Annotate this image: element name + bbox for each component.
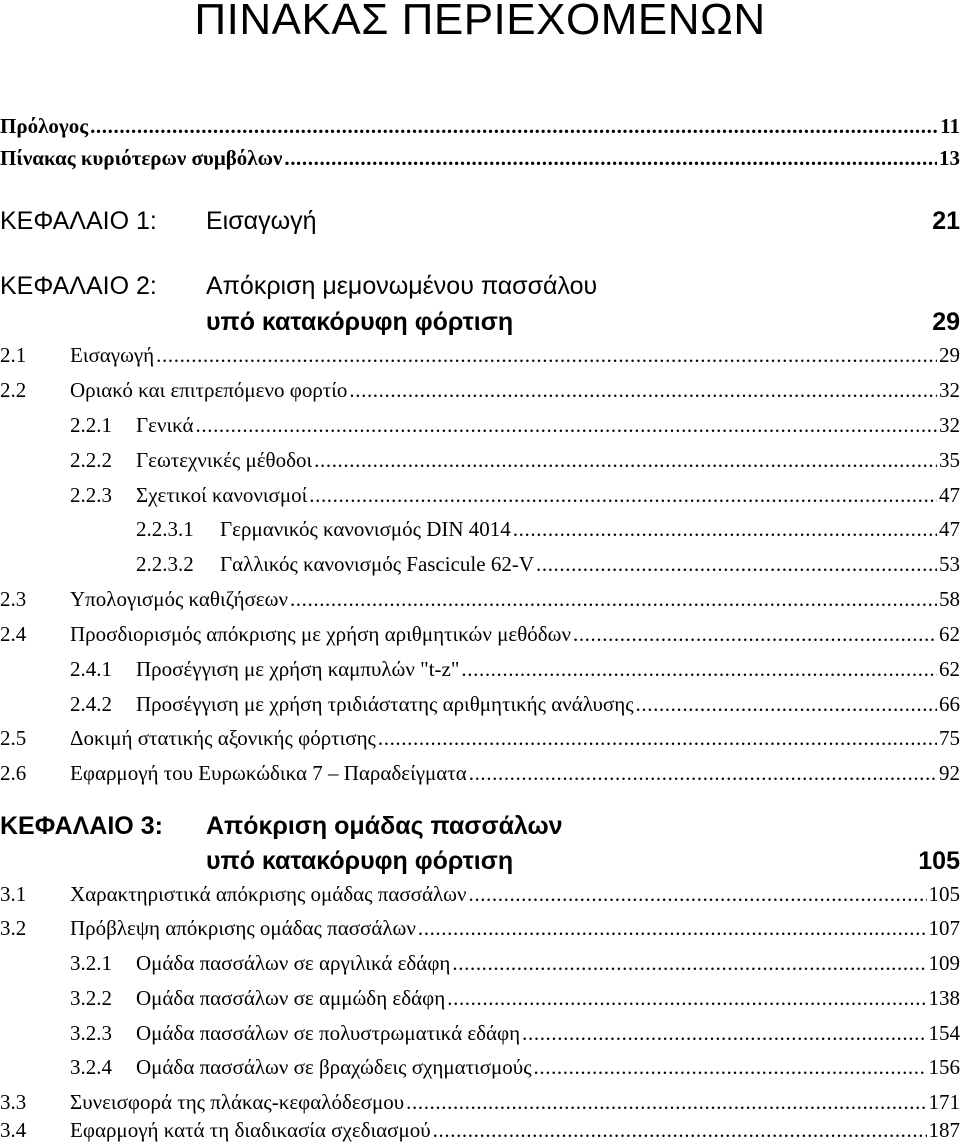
- toc-entry-label: Γεωτεχνικές μέθοδοι: [136, 448, 313, 472]
- toc-entry-number: 3.2.3: [70, 1021, 112, 1045]
- toc-entry-prologue[interactable]: [0, 110, 960, 142]
- chapter-page: 105: [918, 847, 960, 875]
- toc-entry-number: 2.2.1: [70, 413, 112, 437]
- toc-entry-page: 154: [928, 1021, 960, 1045]
- chapter-title: Εισαγωγή: [206, 207, 317, 235]
- leader-dots: [522, 1017, 926, 1049]
- toc-entry[interactable]: [0, 583, 960, 615]
- chapter-3-heading[interactable]: [0, 808, 960, 844]
- toc-entry-label: Προσέγγιση με χρήση τριδιάστατης αριθμητικής ανάλυσης: [136, 692, 634, 716]
- toc-entry-page: 92: [939, 761, 960, 785]
- toc-entry-page: 29: [939, 343, 960, 367]
- toc-entry-label: Εισαγωγή: [70, 343, 155, 367]
- toc-entry-number: 2.3: [0, 587, 27, 611]
- toc-entry-label: Εφαρμογή κατά τη διαδικασία σχεδιασμού: [70, 1118, 431, 1142]
- chapter-1-heading[interactable]: [0, 203, 960, 239]
- page-title: ΠΙΝΑΚΑΣ ΠΕΡΙΕΧΟΜΕΝΩΝ: [194, 0, 766, 44]
- toc-entry-label: Ομάδα πασσάλων σε αμμώδη εδάφη: [136, 986, 446, 1010]
- leader-dots: [349, 374, 937, 406]
- toc-entry-label: Ομάδα πασσάλων σε πολυστρωματικά εδάφη: [136, 1021, 521, 1045]
- leader-dots: [433, 1114, 927, 1146]
- toc-entry-label: Ομάδα πασσάλων σε αργιλικά εδάφη: [136, 951, 451, 975]
- toc-entry-label: Εφαρμογή του Ευρωκώδικα 7 – Παραδείγματα: [70, 761, 467, 785]
- toc-entry[interactable]: [0, 374, 960, 406]
- chapter-prefix: ΚΕΦΑΛΑΙΟ 2:: [0, 272, 157, 300]
- toc-entry-number: 2.5: [0, 726, 27, 750]
- toc-entry-label: Χαρακτηριστικά απόκρισης ομάδας πασσάλων: [70, 882, 467, 906]
- toc-entry-page: 66: [939, 692, 960, 716]
- leader-dots: [469, 757, 937, 789]
- toc-entry-page: 107: [928, 916, 960, 940]
- chapter-3-heading-line2[interactable]: [0, 843, 960, 879]
- toc-entry[interactable]: [0, 548, 960, 580]
- chapter-prefix: ΚΕΦΑΛΑΙΟ 3:: [0, 812, 163, 840]
- toc-entry[interactable]: [0, 653, 960, 685]
- chapter-2-heading[interactable]: [0, 268, 960, 304]
- toc-entry[interactable]: [0, 1051, 960, 1083]
- toc-entry-number: 2.2.3.1: [136, 517, 194, 541]
- toc-entry[interactable]: [0, 618, 960, 650]
- toc-entry-number: 3.2: [0, 916, 27, 940]
- toc-entry-number: 3.1: [0, 882, 27, 906]
- chapter-page: 21: [932, 207, 960, 235]
- toc-entry-page: 53: [939, 552, 960, 576]
- toc-entry[interactable]: [0, 1114, 960, 1146]
- toc-entry-number: 2.2: [0, 378, 27, 402]
- leader-dots: [447, 982, 926, 1014]
- toc-entry-page: 156: [928, 1055, 960, 1079]
- leader-dots: [461, 653, 937, 685]
- toc-entry-label: Γενικά: [136, 413, 194, 437]
- toc-entry-page: 62: [939, 657, 960, 681]
- toc-entry-page: 13: [939, 146, 960, 170]
- toc-entry-number: 3.2.1: [70, 951, 112, 975]
- toc-entry[interactable]: [0, 444, 960, 476]
- toc-entry-page: 75: [939, 726, 960, 750]
- toc-entry[interactable]: [0, 912, 960, 944]
- toc-entry[interactable]: [0, 757, 960, 789]
- toc-entry[interactable]: [0, 722, 960, 754]
- toc-entry-page: 187: [928, 1118, 960, 1142]
- toc-entry[interactable]: [0, 982, 960, 1014]
- toc-entry-page: 138: [928, 986, 960, 1010]
- leader-dots: [513, 513, 937, 545]
- leader-dots: [309, 479, 937, 511]
- leader-dots: [314, 444, 937, 476]
- toc-entry-number: 2.4.1: [70, 657, 112, 681]
- toc-entry-number: 2.1: [0, 343, 27, 367]
- toc-entry-label: Υπολογισμός καθιζήσεων: [70, 587, 288, 611]
- toc-entry-page: 62: [939, 622, 960, 646]
- toc-entry-label: Πρόβλεψη απόκρισης ομάδας πασσάλων: [70, 916, 416, 940]
- chapter-title-line2: υπό κατακόρυφη φόρτιση: [206, 308, 514, 336]
- leader-dots: [573, 618, 937, 650]
- toc-entry-label: Γαλλικός κανονισμός Fascicule 62-V: [220, 552, 534, 576]
- leader-dots: [452, 947, 926, 979]
- toc-entry-number: 3.2.2: [70, 986, 112, 1010]
- leader-dots: [469, 878, 927, 910]
- leader-dots: [378, 722, 937, 754]
- toc-entry-page: 58: [939, 587, 960, 611]
- toc-entry[interactable]: [0, 409, 960, 441]
- toc-entry[interactable]: [0, 947, 960, 979]
- toc-entry[interactable]: [0, 339, 960, 371]
- toc-entry-label: Προσδιορισμός απόκρισης με χρήση αριθμητικών μεθόδων: [70, 622, 571, 646]
- toc-entry-number: 2.4: [0, 622, 27, 646]
- leader-dots: [636, 688, 937, 720]
- toc-entry[interactable]: [0, 688, 960, 720]
- toc-entry-number: 2.6: [0, 761, 27, 785]
- chapter-title-line1: Απόκριση μεμονωμένου πασσάλου: [206, 272, 598, 300]
- chapter-title-line1: Απόκριση ομάδας πασσάλων: [206, 812, 563, 840]
- toc-entry-label: Σχετικοί κανονισμοί: [136, 483, 308, 507]
- toc-entry-number: 3.4: [0, 1118, 27, 1142]
- leader-dots: [418, 912, 927, 944]
- toc-entry-page: 32: [939, 413, 960, 437]
- toc-entry-page: 47: [939, 483, 960, 507]
- toc-entry-label: Πίνακας κυριότερων συμβόλων: [0, 146, 283, 170]
- leader-dots: [156, 339, 937, 371]
- toc-entry-number: 2.2.3.2: [136, 552, 194, 576]
- toc-entry-page: 171: [928, 1090, 960, 1114]
- toc-entry-page: 32: [939, 378, 960, 402]
- chapter-page: 29: [932, 308, 960, 336]
- toc-entry-page: 105: [928, 882, 960, 906]
- toc-entry-label: Οριακό και επιτρεπόμενο φορτίο: [70, 378, 348, 402]
- toc-entry[interactable]: [0, 479, 960, 511]
- toc-entry-label: Προσέγγιση με χρήση καμπυλών "t-z": [136, 657, 460, 681]
- toc-entry-page: 109: [928, 951, 960, 975]
- chapter-2-heading-line2[interactable]: [0, 304, 960, 340]
- leader-dots: [534, 1051, 927, 1083]
- toc-entry[interactable]: [0, 878, 960, 910]
- toc-entry-label: Δοκιμή στατικής αξονικής φόρτισης: [70, 726, 376, 750]
- toc-entry-number: 3.3: [0, 1090, 27, 1114]
- toc-entry-page: 35: [939, 448, 960, 472]
- chapter-prefix: ΚΕΦΑΛΑΙΟ 1:: [0, 207, 157, 235]
- toc-entry[interactable]: [0, 513, 960, 545]
- toc-entry-number: 3.2.4: [70, 1055, 112, 1079]
- toc-entry-number: 2.2.3: [70, 483, 112, 507]
- leader-dots: [196, 409, 937, 441]
- toc-entry-number: 2.4.2: [70, 692, 112, 716]
- leader-dots: [290, 583, 937, 615]
- toc-entry-label: Συνεισφορά της πλάκας-κεφαλόδεσμου: [70, 1090, 405, 1114]
- leader-dots: [536, 548, 937, 580]
- toc-entry[interactable]: [0, 1017, 960, 1049]
- toc-entry-label: Πρόλογος: [0, 114, 89, 138]
- toc-entry-number: 2.2.2: [70, 448, 112, 472]
- toc-entry-page: 47: [939, 517, 960, 541]
- toc-entry-label: Ομάδα πασσάλων σε βραχώδεις σχηματισμούς: [136, 1055, 532, 1079]
- leader-dots: [284, 142, 937, 174]
- leader-dots: [90, 110, 938, 142]
- chapter-title-line2: υπό κατακόρυφη φόρτιση: [206, 847, 514, 875]
- toc-entry-symbols[interactable]: [0, 142, 960, 174]
- toc-entry-page: 11: [940, 114, 960, 138]
- toc-entry-label: Γερμανικός κανονισμός DIN 4014: [220, 517, 511, 541]
